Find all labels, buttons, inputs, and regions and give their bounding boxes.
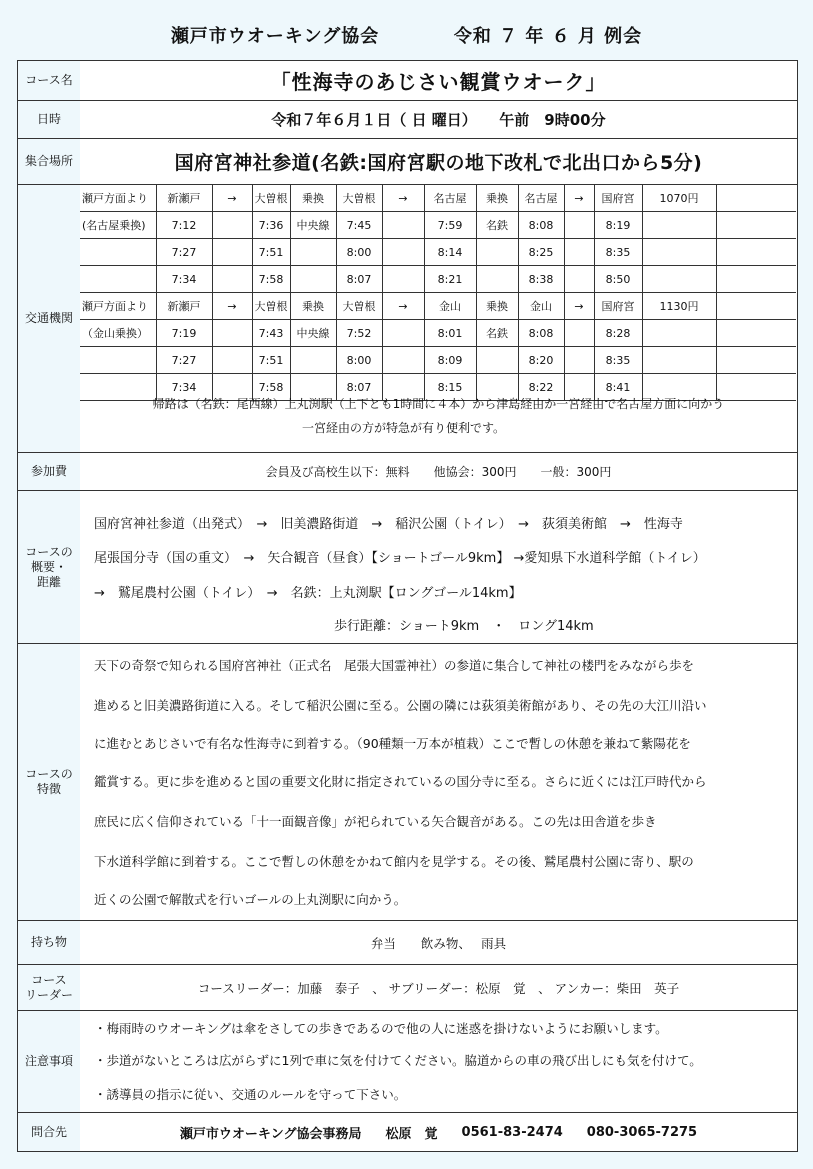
timetable-cell: 8:41 — [594, 374, 642, 401]
timetable-cell: 8:22 — [518, 374, 564, 401]
belongings-label: 持ち物 — [18, 921, 81, 964]
timetable-cell: 7:51 — [252, 239, 290, 266]
timetable-cell — [212, 239, 252, 266]
meeting-place-label: 集合場所 — [18, 139, 81, 184]
timetable-cell — [290, 266, 336, 293]
timetable-cell: 7:59 — [424, 212, 476, 239]
timetable-row — [80, 239, 796, 266]
features-label-line: コースの — [25, 767, 73, 781]
features-line: 下水道科学館に到着する。ここで暫しの休憩をかねて館内を見学する。その後、鷲尾農村公園に寄り、駅の — [94, 854, 694, 869]
timetable-cell — [476, 266, 518, 293]
timetable-cell — [212, 320, 252, 347]
timetable-cell: 乗換 — [290, 293, 336, 320]
contact-label: 問合先 — [18, 1113, 81, 1151]
timetable-cell: 大曽根 — [336, 293, 382, 320]
timetable — [80, 185, 796, 401]
timetable-cell — [716, 212, 796, 239]
contact-row — [18, 1113, 797, 1151]
timetable-cell — [212, 347, 252, 374]
timetable-cell: 乗換 — [476, 293, 518, 320]
timetable-cell: 8:20 — [518, 347, 564, 374]
timetable-cell — [382, 266, 424, 293]
overview-line: 尾張国分寺（国の重文） → 矢合観音（昼食）【ショートゴール9km】 →愛知県下水道科学館（トイレ） — [94, 551, 706, 566]
timetable-cell: → — [382, 293, 424, 320]
timetable-row — [80, 347, 796, 374]
timetable-cell: 8:00 — [336, 239, 382, 266]
contact-office: 瀬戸市ウオーキング協会事務局 — [179, 1126, 362, 1142]
cautions-row — [18, 1011, 797, 1113]
features-line: 庶民に広く信仰されている「十一面観音像」が祀られている矢合観音がある。この先は田舎道を歩き — [94, 814, 657, 829]
features-line: 鑑賞する。更に歩を進めると国の重要文化財に指定されているの国分寺に至る。さらに近くには江戸時代から — [94, 774, 707, 789]
timetable-cell — [476, 347, 518, 374]
timetable-cell — [716, 347, 796, 374]
caution-item: ・歩道がないところは広がらずに1列で車に気を付けてください。脇道からの車の飛び出しにも気を付けて。 — [94, 1053, 702, 1068]
leader-label — [18, 965, 81, 1010]
features-line: 近くの公園で解散式を行いゴールの上丸渕駅に向かう。 — [94, 892, 407, 907]
timetable-cell: 国府宮 — [594, 185, 642, 212]
timetable-cell: 8:19 — [594, 212, 642, 239]
contact-phone-2: 080-3065-7275 — [586, 1124, 698, 1140]
timetable-cell — [716, 239, 796, 266]
timetable-cell: 8:14 — [424, 239, 476, 266]
timetable-cell: 乗換 — [290, 185, 336, 212]
timetable-cell — [564, 212, 594, 239]
features-label-line: 特徴 — [36, 782, 61, 796]
timetable-cell: 大曽根 — [252, 293, 290, 320]
leader-row — [18, 965, 797, 1011]
timetable-cell: 新瀬戸 — [156, 185, 212, 212]
timetable-cell — [642, 320, 716, 347]
timetable-cell: 8:38 — [518, 266, 564, 293]
timetable-cell — [382, 347, 424, 374]
timetable-cell: 名古屋 — [518, 185, 564, 212]
timetable-cell: 8:21 — [424, 266, 476, 293]
timetable-cell: 7:43 — [252, 320, 290, 347]
leader-label-line: コース — [31, 972, 67, 987]
timetable-cell: 大曽根 — [252, 185, 290, 212]
timetable-cell — [564, 320, 594, 347]
timetable-cell — [382, 320, 424, 347]
walking-distance: 歩行距離：ショート9km ・ ロング14km — [334, 619, 594, 634]
timetable-row — [80, 212, 796, 239]
return-note-1: 帰路は（名鉄：尾西線）上丸渕駅（上下とも1時間に４本）から津島経由か一宮経由で名古屋方面に向かう — [152, 397, 725, 411]
timetable-cell — [564, 266, 594, 293]
overview-label-line: コースの — [25, 544, 73, 559]
timetable-cell — [212, 266, 252, 293]
timetable-cell — [80, 239, 156, 266]
cautions-label: 注意事項 — [18, 1011, 81, 1112]
timetable-cell: 名鉄 — [476, 212, 518, 239]
timetable-cell — [642, 266, 716, 293]
timetable-cell: 名古屋 — [424, 185, 476, 212]
timetable-cell: 8:35 — [594, 239, 642, 266]
datetime-label: 日時 — [18, 101, 81, 138]
timetable-cell — [642, 347, 716, 374]
timetable-cell — [290, 347, 336, 374]
timetable-cell — [642, 239, 716, 266]
fee-row — [18, 453, 797, 491]
timetable-cell: 8:35 — [594, 347, 642, 374]
timetable-cell: 8:15 — [424, 374, 476, 401]
timetable-cell — [564, 347, 594, 374]
timetable-cell: 乗換 — [476, 185, 518, 212]
timetable-cell: 中央線 — [290, 212, 336, 239]
timetable-cell — [476, 239, 518, 266]
transport-row — [18, 185, 797, 453]
timetable-cell — [716, 185, 796, 212]
page-title — [0, 22, 813, 48]
leader-label-line: リーダー — [24, 987, 73, 1002]
timetable-cell: 8:00 — [336, 347, 382, 374]
timetable-cell: 7:45 — [336, 212, 382, 239]
timetable-cell: 7:58 — [252, 374, 290, 401]
timetable-cell: 7:52 — [336, 320, 382, 347]
event-month: 令和 ７ 年 ６ 月 例会 — [453, 26, 643, 47]
timetable-cell: 国府宮 — [594, 293, 642, 320]
timetable-cell: 7:27 — [156, 239, 212, 266]
course-overview — [80, 491, 797, 643]
timetable-cell: 8:01 — [424, 320, 476, 347]
timetable-cell: 中央線 — [290, 320, 336, 347]
timetable-cell: 瀬戸方面より — [80, 185, 156, 212]
belongings: 弁当 飲み物、 雨具 — [80, 921, 797, 964]
timetable-cell: 7:51 — [252, 347, 290, 374]
timetable-cell: 大曽根 — [336, 185, 382, 212]
overview-label — [18, 491, 81, 643]
timetable-cell: 名鉄 — [476, 320, 518, 347]
timetable-cell — [212, 212, 252, 239]
timetable-row — [80, 185, 796, 212]
contact-phone-1: 0561-83-2474 — [461, 1124, 563, 1140]
timetable-cell — [80, 266, 156, 293]
overview-line: → 鷲尾農村公園（トイレ） → 名鉄：上丸渕駅【ロングゴール14km】 — [94, 586, 522, 601]
timetable-cell: → — [212, 293, 252, 320]
timetable-cell: → — [564, 293, 594, 320]
timetable-cell: 8:07 — [336, 374, 382, 401]
timetable-cell: 8:25 — [518, 239, 564, 266]
timetable-cell — [716, 320, 796, 347]
timetable-cell: 7:12 — [156, 212, 212, 239]
timetable-cell: 8:50 — [594, 266, 642, 293]
timetable-cell: 8:08 — [518, 212, 564, 239]
association-name: 瀬戸市ウオーキング協会 — [170, 26, 380, 47]
timetable-cell: 8:08 — [518, 320, 564, 347]
timetable-cell — [716, 266, 796, 293]
datetime-row — [18, 101, 797, 139]
timetable-cell: 7:58 — [252, 266, 290, 293]
timetable-cell: 8:28 — [594, 320, 642, 347]
overview-label-line: 距離 — [36, 574, 61, 589]
timetable-cell — [716, 293, 796, 320]
timetable-cell: 金山 — [424, 293, 476, 320]
timetable-cell: (名古屋乗換) — [80, 212, 156, 239]
timetable-cell — [642, 212, 716, 239]
timetable-cell — [382, 239, 424, 266]
event-datetime: 令和７年６月１日（ 日 曜日） 午前 9時00分 — [80, 101, 797, 138]
overview-label-line: 概要・ — [30, 559, 67, 574]
caution-item: ・梅雨時のウオーキングは傘をさしての歩きであるので他の人に迷惑を掛けないようにお願いします。 — [94, 1021, 668, 1036]
timetable-cell: 金山 — [518, 293, 564, 320]
event-table — [17, 60, 798, 1152]
features-line: に進むとあじさいで有名な性海寺に到着する。（90種類一万本が植栽）ここで暫しの休憩を兼ねて紫陽花を — [94, 736, 691, 751]
fee-label: 参加費 — [18, 453, 81, 490]
features-label — [18, 644, 81, 920]
timetable-cell: → — [382, 185, 424, 212]
course-leaders: コースリーダー：加藤 泰子 、 サブリーダー：松原 覚 、 アンカー：柴田 英子 — [80, 965, 797, 1010]
transport-content — [80, 185, 797, 452]
timetable-cell — [80, 347, 156, 374]
timetable-cell: 8:07 — [336, 266, 382, 293]
timetable-cell: → — [212, 185, 252, 212]
cautions — [80, 1011, 797, 1112]
transport-label: 交通機関 — [18, 185, 81, 452]
timetable-cell: 7:36 — [252, 212, 290, 239]
timetable-cell: 1070円 — [642, 185, 716, 212]
timetable-cell: 1130円 — [642, 293, 716, 320]
features-row — [18, 644, 797, 921]
timetable-row — [80, 320, 796, 347]
features-line: 進めると旧美濃路街道に入る。そして稲沢公園に至る。公園の隣には荻須美術館があり、その先の大江川沿い — [94, 698, 707, 713]
course-features — [80, 644, 797, 920]
belongings-row — [18, 921, 797, 965]
overview-row — [18, 491, 797, 644]
timetable-cell — [290, 239, 336, 266]
timetable-cell: （金山乗換） — [80, 320, 156, 347]
timetable-cell: 8:09 — [424, 347, 476, 374]
return-note-2: 一宮経由の方が特急が有り便利です。 — [301, 421, 506, 435]
overview-line: 国府宮神社参道（出発式） → 旧美濃路街道 → 稲沢公園（トイレ） → 荻須美術館 → 性海寺 — [94, 517, 683, 532]
contact-person: 松原 覚 — [385, 1126, 438, 1142]
contact-info — [80, 1113, 797, 1151]
timetable-cell: 7:34 — [156, 374, 212, 401]
timetable-cell: → — [564, 185, 594, 212]
course-name: 「性海寺のあじさい観賞ウオーク」 — [80, 61, 797, 100]
meeting-place: 国府宮神社参道(名鉄:国府宮駅の地下改札で北出口から5分) — [80, 139, 797, 184]
timetable-cell — [382, 212, 424, 239]
timetable-cell: 7:27 — [156, 347, 212, 374]
participation-fee: 会員及び高校生以下：無料 他協会：300円 一般：300円 — [80, 453, 797, 490]
timetable-row — [80, 293, 796, 320]
timetable-cell — [564, 239, 594, 266]
features-line: 天下の奇祭で知られる国府宮神社（正式名 尾張大国霊神社）の参道に集合して神社の楼門をみながら歩を — [94, 658, 695, 673]
caution-item: ・誘導員の指示に従い、交通のルールを守って下さい。 — [94, 1087, 407, 1102]
course-name-label: コース名 — [18, 61, 81, 100]
timetable-cell: 7:19 — [156, 320, 212, 347]
timetable-row — [80, 266, 796, 293]
timetable-cell: 7:34 — [156, 266, 212, 293]
timetable-cell: 新瀬戸 — [156, 293, 212, 320]
timetable-cell: 瀬戸方面より — [80, 293, 156, 320]
course-name-row — [18, 61, 797, 101]
meeting-place-row — [18, 139, 797, 185]
